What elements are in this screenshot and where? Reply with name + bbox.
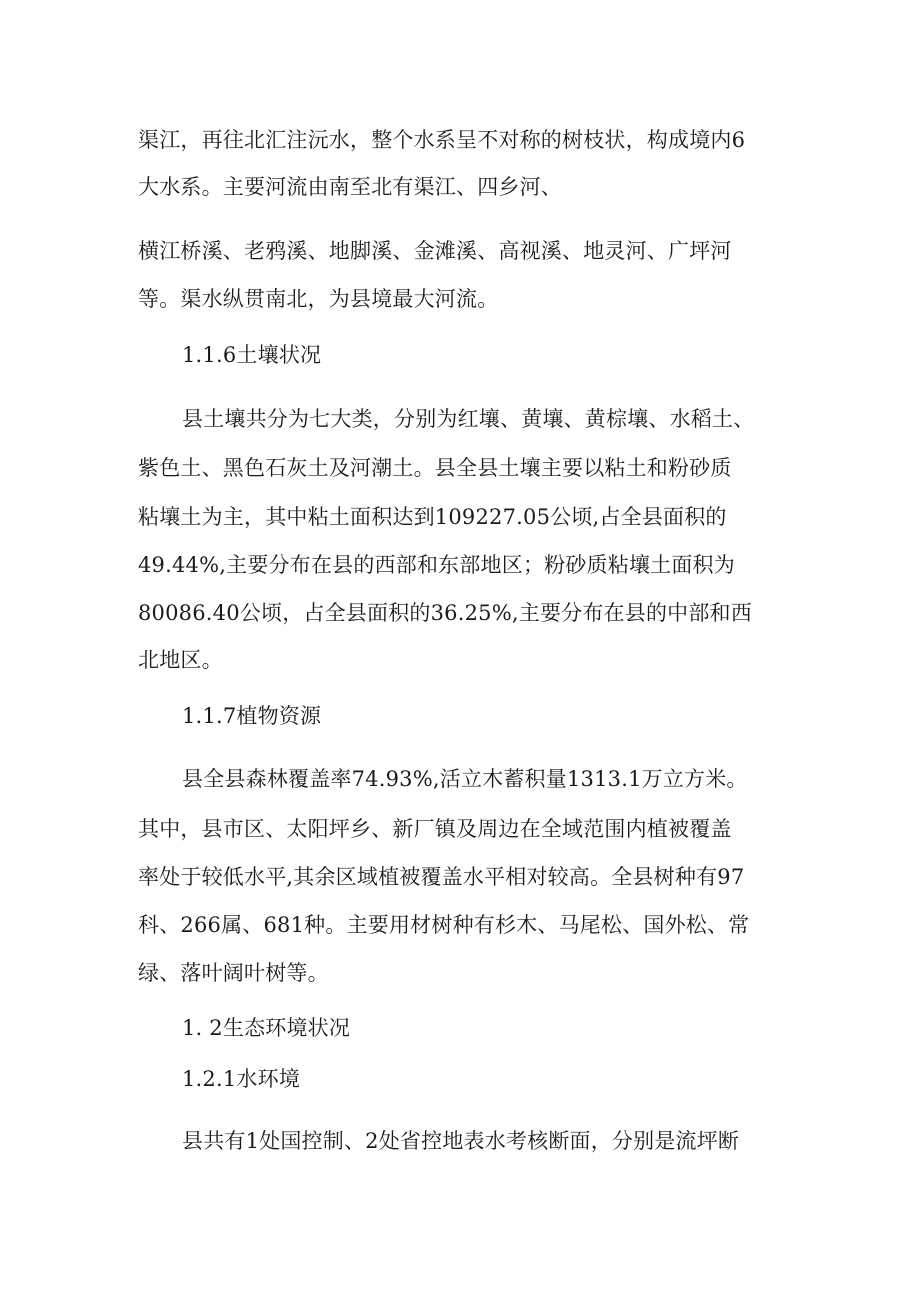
section-heading-1-1-6: 1.1.6土壤状况: [182, 343, 322, 367]
paragraph-line: 等。渠水纵贯南北，为县境最大河流。: [138, 287, 499, 311]
paragraph-line: 渠江，再往北汇注沅水，整个水系呈不对称的树枝状，构成境内6: [138, 128, 746, 152]
paragraph-line: 北地区。: [138, 648, 223, 672]
paragraph-line: 横江桥溪、老鸦溪、地脚溪、金滩溪、高视溪、地灵河、广坪河: [138, 239, 732, 263]
paragraph-line: 县共有1处国控制、2处省控地表水考核断面，分别是流坪断: [182, 1129, 740, 1153]
paragraph-line: 县土壤共分为七大类，分别为红壤、黄壤、黄棕壤、水稻土、: [182, 407, 755, 431]
paragraph-line: 县全县森林覆盖率74.93%,活立木蓄积量1313.1万立方米。: [182, 767, 748, 791]
section-heading-1-2: 1. 2生态环境状况: [182, 1016, 351, 1040]
paragraph-line: 紫色土、黑色石灰土及河潮土。县全县土壤主要以粘土和粉砂质: [138, 456, 732, 480]
paragraph-line: 80086.40公顷，占全县面积的36.25%,主要分布在县的中部和西: [138, 601, 752, 625]
paragraph-line: 大水系。主要河流由南至北有渠江、四乡河、: [138, 175, 562, 199]
paragraph-line: 粘壤土为主，其中粘土面积达到109227.05公顷,占全县面积的: [138, 505, 727, 529]
paragraph-line: 率处于较低水平,其余区域植被覆盖水平相对较高。全县树种有97: [138, 865, 745, 889]
paragraph-line: 其中，县市区、太阳坪乡、新厂镇及周边在全域范围内植被覆盖: [138, 817, 732, 841]
paragraph-line: 绿、落叶阔叶树等。: [138, 961, 329, 985]
paragraph-line: 49.44%,主要分布在县的西部和东部地区；粉砂质粘壤土面积为: [138, 553, 735, 577]
section-heading-1-1-7: 1.1.7植物资源: [182, 704, 322, 728]
paragraph-line: 科、266属、681种。主要用材树种有杉木、马尾松、国外松、常: [138, 913, 750, 937]
section-heading-1-2-1: 1.2.1水环境: [182, 1067, 301, 1091]
